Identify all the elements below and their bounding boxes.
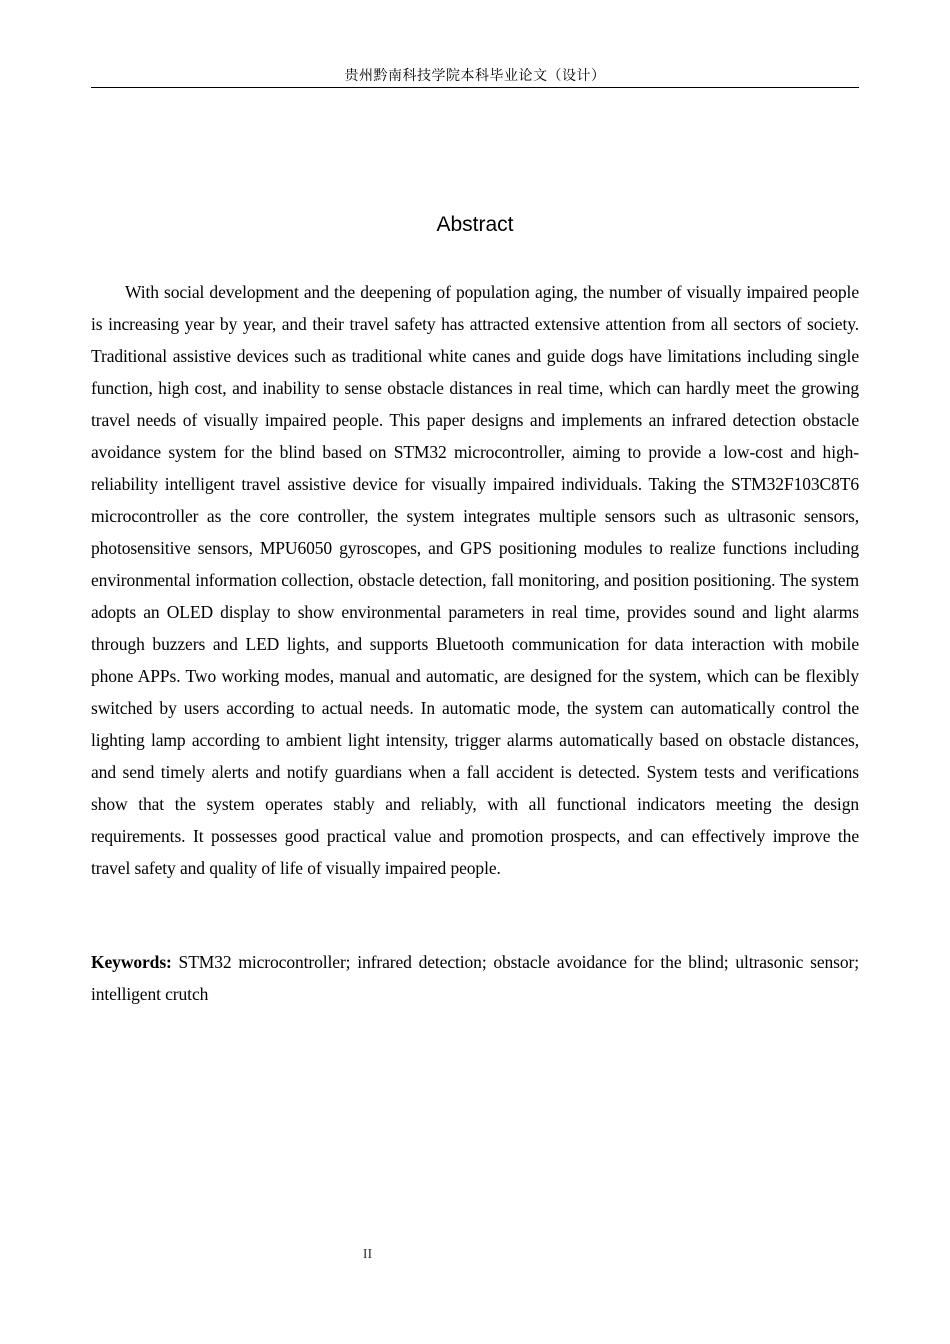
keywords-text: STM32 microcontroller; infrared detection; obstacle avoidance for the blind; ultrasonic sensor; intelligent crutch bbox=[91, 952, 859, 1004]
page-number: II bbox=[362, 1247, 373, 1262]
abstract-body: With social development and the deepening of population aging, the number of visually impaired people is increasing year by year, and their travel safety has attracted extensive attention from all sectors of society. Traditional assistive devices such as traditional white canes and guide dogs have limitations including single function, high cost, and inability to sense obstacle distances in real time, which can hardly meet the growing travel needs of visually impaired people. This paper designs and implements an infrared detection obstacle avoidance system for the blind based on STM32 microcontroller, aiming to provide a low-cost and high-reliability intelligent travel assistive device for visually impaired individuals. Taking the STM32F103C8T6 microcontroller as the core controller, the system integrates multiple sensors such as ultrasonic sensors, photosensitive sensors, MPU6050 gyroscopes, and GPS positioning modules to realize functions including environmental information collection, obstacle detection, fall monitoring, and position positioning. The system adopts an OLED display to show environmental parameters in real time, provides sound and light alarms through buzzers and LED lights, and supports Bluetooth communication for data interaction with mobile phone APPs. Two working modes, manual and automatic, are designed for the system, which can be flexibly switched by users according to actual needs. In automatic mode, the system can automatically control the lighting lamp according to ambient light intensity, trigger alarms automatically based on obstacle distances, and send timely alerts and notify guardians when a fall accident is detected. System tests and verifications show that the system operates stably and reliably, with all functional indicators meeting the design requirements. It possesses good practical value and promotion prospects, and can effectively improve the travel safety and quality of life of visually impaired people. bbox=[91, 282, 859, 878]
abstract-title: Abstract bbox=[436, 213, 514, 236]
keywords-label: Keywords: bbox=[91, 952, 172, 972]
header-rule bbox=[91, 87, 859, 88]
keywords-line bbox=[91, 946, 859, 1010]
running-header: 贵州黔南科技学院本科毕业论文（设计） bbox=[344, 68, 606, 84]
